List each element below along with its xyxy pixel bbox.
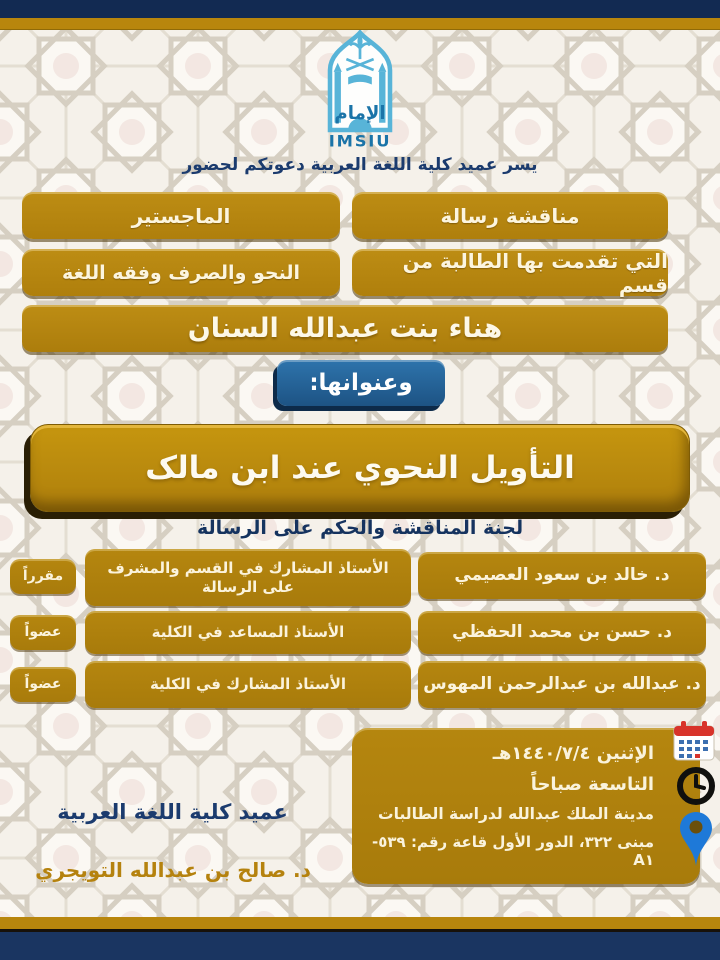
committee-heading: لجنة المناقشة والحكم على الرسالة <box>196 517 524 539</box>
title-intro-badge: وعنوانها: <box>277 360 445 406</box>
committee-member-position: الأستاذ المساعد في الكلية <box>85 611 411 654</box>
imsiu-university-logo <box>303 30 417 150</box>
submitted-by-chip: التي تقدمت بها الطالبة من قسم <box>352 249 668 296</box>
student-name-bar: هناء بنت عبدالله السنان <box>22 305 668 352</box>
committee-member-role: مقرراً <box>10 559 76 594</box>
committee-member-position: الأستاذ المشارك في القسم والمشرف على الرسالة <box>85 549 411 606</box>
event-location-line2: مبنى ٣٢٢، الدور الأول قاعة رقم: ٥٣٩-A١ <box>372 833 654 869</box>
calendar-icon <box>672 720 716 762</box>
clock-icon <box>676 764 716 808</box>
top-navy-bar <box>0 0 720 18</box>
event-location-line1: مدينة الملك عبدالله لدراسة الطالبات <box>378 805 654 823</box>
invitation-text: يسر عميد كلية اللغة العربية دعوتكم لحضور <box>182 155 538 175</box>
location-pin-icon <box>678 810 714 868</box>
bottom-gold-bar <box>0 917 720 929</box>
department-chip: النحو والصرف وفقه اللغة <box>22 249 340 296</box>
event-type-chip: مناقشة رسالة <box>352 192 668 239</box>
logo-acronym: IMSIU <box>328 131 392 150</box>
committee-member-name: د. عبدالله بن عبدالرحمن المهوس <box>418 661 706 708</box>
committee-member-role: عضواً <box>10 615 76 650</box>
thesis-title-box: التأويل النحوي عند ابن مالک <box>30 424 690 512</box>
committee-member-position: الأستاذ المشارك في الكلية <box>85 661 411 708</box>
event-details-box <box>352 728 700 884</box>
dean-title: عميد كلية اللغة العربية <box>57 800 288 824</box>
event-date: الإثنين ١٤٤٠/٧/٤هـ <box>492 743 654 764</box>
degree-chip: الماجستير <box>22 192 340 239</box>
dean-name: د. صالح بن عبدالله التويجري <box>35 858 311 882</box>
event-time: التاسعة صباحاً <box>530 774 654 795</box>
committee-member-name: د. حسن بن محمد الحفظي <box>418 611 706 654</box>
committee-member-role: عضواً <box>10 667 76 702</box>
bottom-navy-bar <box>0 932 720 960</box>
logo-calligraphy: الإمام <box>334 103 386 125</box>
committee-member-name: د. خالد بن سعود العصيمي <box>418 552 706 599</box>
top-gold-bar <box>0 18 720 30</box>
